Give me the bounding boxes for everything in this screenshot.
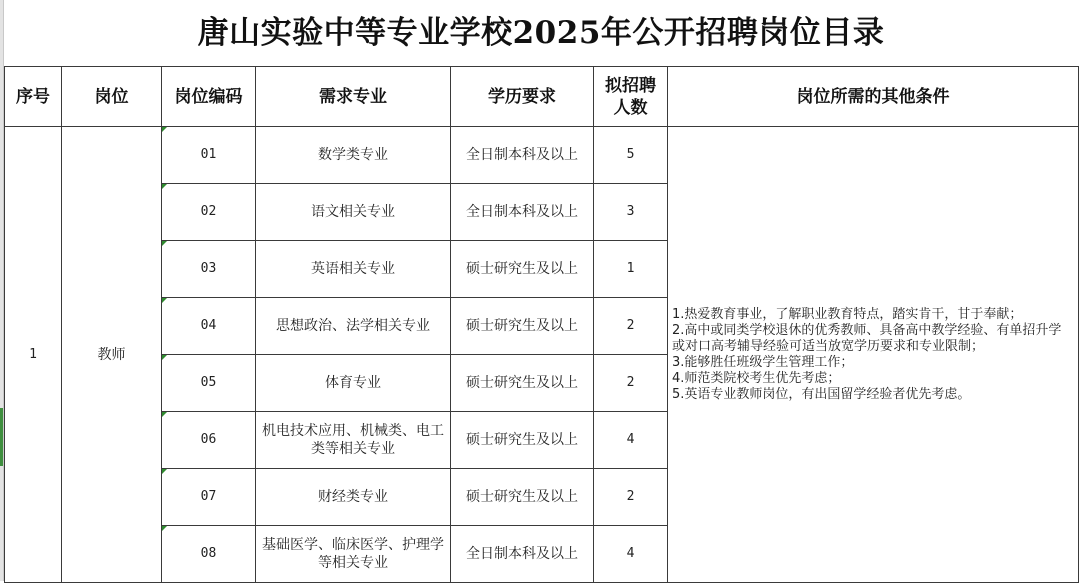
cell-education[interactable]: 全日制本科及以上 xyxy=(451,127,594,184)
cell-major[interactable]: 思想政治、法学相关专业 xyxy=(256,298,451,355)
cell-major[interactable]: 语文相关专业 xyxy=(256,184,451,241)
cell-conditions[interactable] xyxy=(668,127,1079,583)
condition-item: 4.师范类院校考生优先考虑； xyxy=(672,370,841,386)
cell-code[interactable]: 02 xyxy=(162,184,256,241)
cell-code[interactable]: 06 xyxy=(162,412,256,469)
recruitment-table xyxy=(4,66,1079,583)
cell-code[interactable]: 01 xyxy=(162,127,256,184)
cell-seq[interactable]: 1 xyxy=(5,127,62,583)
cell-code[interactable]: 07 xyxy=(162,469,256,526)
cell-count[interactable]: 4 xyxy=(594,412,668,469)
cell-code[interactable]: 04 xyxy=(162,298,256,355)
header-row xyxy=(5,67,1079,127)
cell-count[interactable]: 2 xyxy=(594,355,668,412)
condition-item: 1.热爱教育事业，了解职业教育特点，踏实肯干，甘于奉献； xyxy=(672,306,1023,322)
cell-count[interactable]: 1 xyxy=(594,241,668,298)
page-title: 唐山实验中等专业学校2025年公开招聘岗位目录 xyxy=(197,15,885,51)
cell-education[interactable]: 硕士研究生及以上 xyxy=(451,355,594,412)
header-major[interactable]: 需求专业 xyxy=(256,67,451,127)
cell-education[interactable]: 硕士研究生及以上 xyxy=(451,469,594,526)
cell-education[interactable]: 硕士研究生及以上 xyxy=(451,412,594,469)
header-education[interactable]: 学历要求 xyxy=(451,67,594,127)
header-count-line1: 拟招聘 xyxy=(605,75,656,96)
table-row xyxy=(5,127,1079,184)
cell-major[interactable]: 英语相关专业 xyxy=(256,241,451,298)
cell-count[interactable]: 5 xyxy=(594,127,668,184)
header-count[interactable] xyxy=(594,67,668,127)
condition-item: 2.高中或同类学校退休的优秀教师、具备高中教学经验、有单招升学或对口高考辅导经验可适当放宽学历要求和专业限制； xyxy=(672,322,1062,354)
header-count-line2: 人数 xyxy=(613,97,648,118)
selected-row-marker xyxy=(0,408,3,466)
cell-position[interactable]: 教师 xyxy=(62,127,162,583)
cell-code[interactable]: 03 xyxy=(162,241,256,298)
cell-education[interactable]: 硕士研究生及以上 xyxy=(451,298,594,355)
cell-count[interactable]: 3 xyxy=(594,184,668,241)
header-code[interactable]: 岗位编码 xyxy=(162,67,256,127)
condition-item: 3.能够胜任班级学生管理工作； xyxy=(672,354,854,370)
cell-major[interactable]: 机电技术应用、机械类、电工类等相关专业 xyxy=(256,412,451,469)
cell-education[interactable]: 硕士研究生及以上 xyxy=(451,241,594,298)
cell-count[interactable]: 2 xyxy=(594,298,668,355)
cell-code[interactable]: 08 xyxy=(162,526,256,583)
condition-item: 5.英语专业教师岗位，有出国留学经验者优先考虑。 xyxy=(672,386,971,402)
cell-education[interactable]: 全日制本科及以上 xyxy=(451,184,594,241)
cell-major[interactable]: 基础医学、临床医学、护理学等相关专业 xyxy=(256,526,451,583)
cell-major[interactable]: 数学类专业 xyxy=(256,127,451,184)
header-seq[interactable]: 序号 xyxy=(5,67,62,127)
cell-count[interactable]: 4 xyxy=(594,526,668,583)
cell-major[interactable]: 体育专业 xyxy=(256,355,451,412)
header-position[interactable]: 岗位 xyxy=(62,67,162,127)
cell-code[interactable]: 05 xyxy=(162,355,256,412)
cell-major[interactable]: 财经类专业 xyxy=(256,469,451,526)
cell-education[interactable]: 全日制本科及以上 xyxy=(451,526,594,583)
cell-count[interactable]: 2 xyxy=(594,469,668,526)
header-conditions[interactable]: 岗位所需的其他条件 xyxy=(668,67,1079,127)
